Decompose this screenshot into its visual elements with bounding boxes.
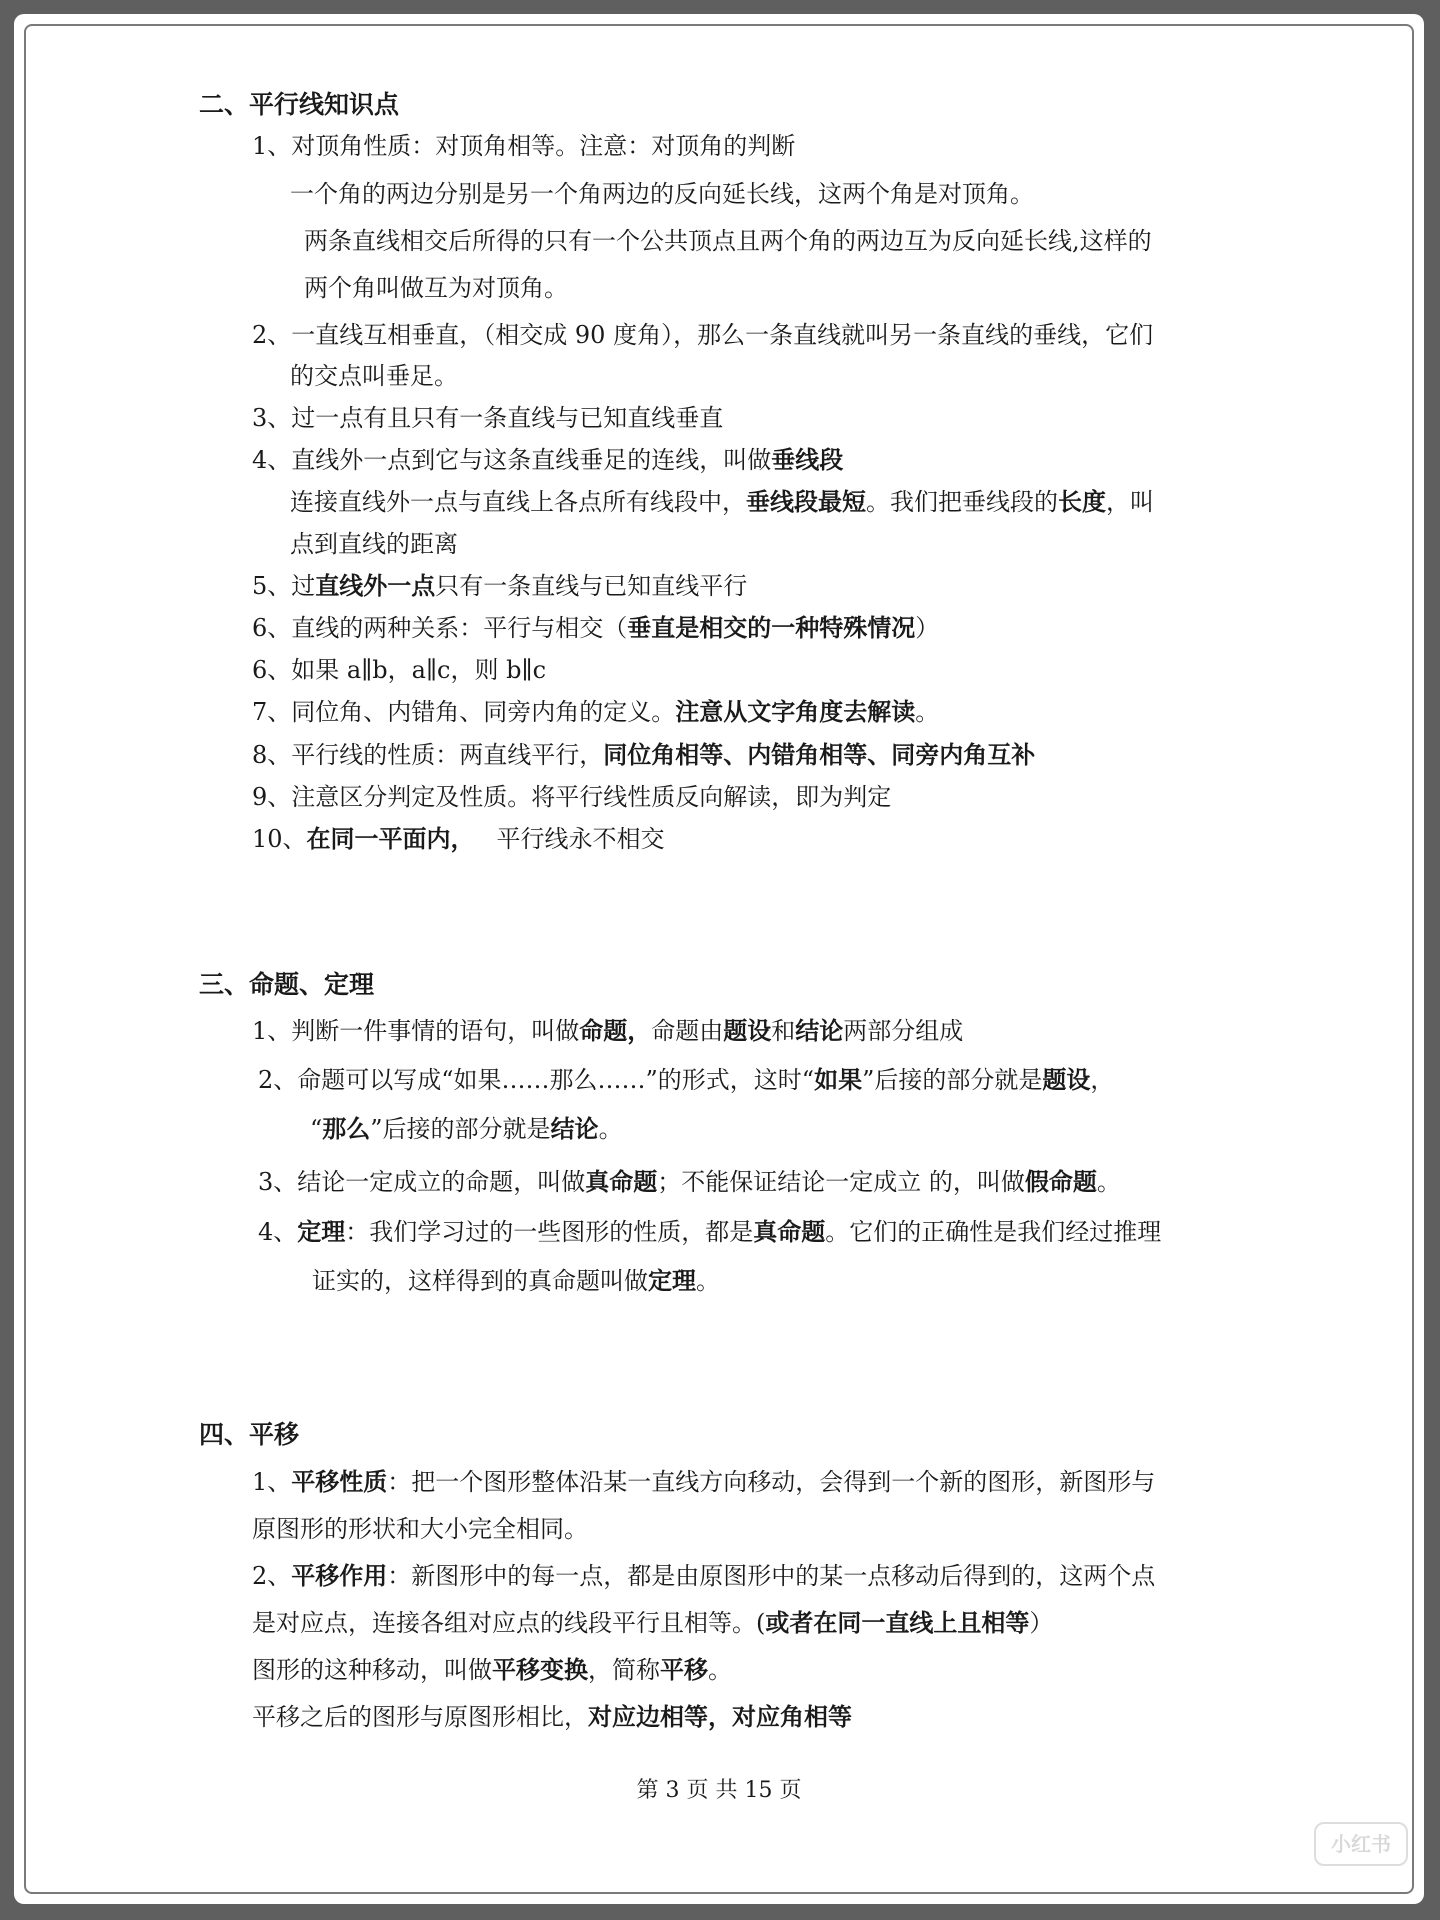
section-4-title: 四、平移 xyxy=(199,1420,300,1449)
document-page xyxy=(14,14,1424,1904)
watermark-logo: 小红书 xyxy=(1314,1822,1408,1866)
sec4-item-2: 2、平移作用：新图形中的每一点，都是由原图形中的某一点移动后得到的，这两个点 xyxy=(252,1561,1156,1590)
sec4-item-2-line4: 平移之后的图形与原图形相比，对应边相等，对应角相等 xyxy=(252,1702,852,1731)
sec2-item-6: 6、直线的两种关系：平行与相交（垂直是相交的一种特殊情况） xyxy=(252,613,940,642)
sec2-item-1-line3: 两条直线相交后所得的只有一个公共顶点且两个角的两边互为反向延长线,这样的 xyxy=(304,227,1152,255)
sec3-item-1: 1、判断一件事情的语句，叫做命题，命题由题设和结论两部分组成 xyxy=(252,1016,964,1045)
sec2-item-3: 3、过一点有且只有一条直线与已知直线垂直 xyxy=(252,404,724,432)
sec3-item-2: 2、命题可以写成“如果……那么……”的形式，这时“如果”后接的部分就是题设， xyxy=(258,1065,1115,1094)
sec4-item-2-line3: 图形的这种移动，叫做平移变换，简称平移。 xyxy=(252,1655,732,1684)
sec2-item-9: 9、注意区分判定及性质。将平行线性质反向解读，即为判定 xyxy=(252,783,892,811)
sec2-item-4-line3: 点到直线的距离 xyxy=(290,530,458,558)
sec2-item-4-line2: 连接直线外一点与直线上各点所有线段中，垂线段最短。我们把垂线段的长度，叫 xyxy=(290,487,1154,516)
sec2-item-1: 1、对顶角性质：对顶角相等。注意：对顶角的判断 xyxy=(252,132,796,160)
sec2-item-8: 8、平行线的性质：两直线平行，同位角相等、内错角相等、同旁内角互补 xyxy=(252,740,1036,769)
sec2-item-10: 10、在同一平面内， 平行线永不相交 xyxy=(252,824,665,853)
sec3-item-3: 3、结论一定成立的命题，叫做真命题；不能保证结论一定成立 的，叫做假命题。 xyxy=(258,1167,1121,1196)
sec2-item-2-line2: 的交点叫垂足。 xyxy=(290,362,458,390)
sec4-item-1: 1、平移性质：把一个图形整体沿某一直线方向移动，会得到一个新的图形，新图形与 xyxy=(252,1467,1156,1496)
page-number: 第 3 页 共 15 页 xyxy=(636,1778,802,1803)
sec4-item-2-line2: 是对应点，连接各组对应点的线段平行且相等。(或者在同一直线上且相等） xyxy=(252,1608,1054,1637)
sec2-item-6b: 6、如果 a∥b，a∥c，则 b∥c xyxy=(252,656,547,684)
sec4-item-1-line2: 原图形的形状和大小完全相同。 xyxy=(252,1515,588,1543)
sec2-item-1-line4: 两个角叫做互为对顶角。 xyxy=(304,274,568,302)
sec2-item-5: 5、过直线外一点只有一条直线与已知直线平行 xyxy=(252,571,748,600)
page-content xyxy=(14,14,1424,1904)
sec2-item-2: 2、一直线互相垂直，（相交成 90 度角），那么一条直线就叫另一条直线的垂线，它们 xyxy=(252,321,1154,349)
sec3-item-2-line2: “那么”后接的部分就是结论。 xyxy=(310,1114,623,1143)
section-3-title: 三、命题、定理 xyxy=(199,970,375,999)
sec3-item-4-line2: 证实的，这样得到的真命题叫做定理。 xyxy=(312,1266,720,1295)
sec2-item-1-line2: 一个角的两边分别是另一个角两边的反向延长线，这两个角是对顶角。 xyxy=(290,180,1034,208)
sec2-item-7: 7、同位角、内错角、同旁内角的定义。注意从文字角度去解读。 xyxy=(252,697,940,726)
section-2-title: 二、平行线知识点 xyxy=(199,90,400,119)
sec2-item-4: 4、直线外一点到它与这条直线垂足的连线，叫做垂线段 xyxy=(252,445,844,474)
sec3-item-4: 4、定理：我们学习过的一些图形的性质，都是真命题。它们的正确性是我们经过推理 xyxy=(258,1217,1162,1246)
